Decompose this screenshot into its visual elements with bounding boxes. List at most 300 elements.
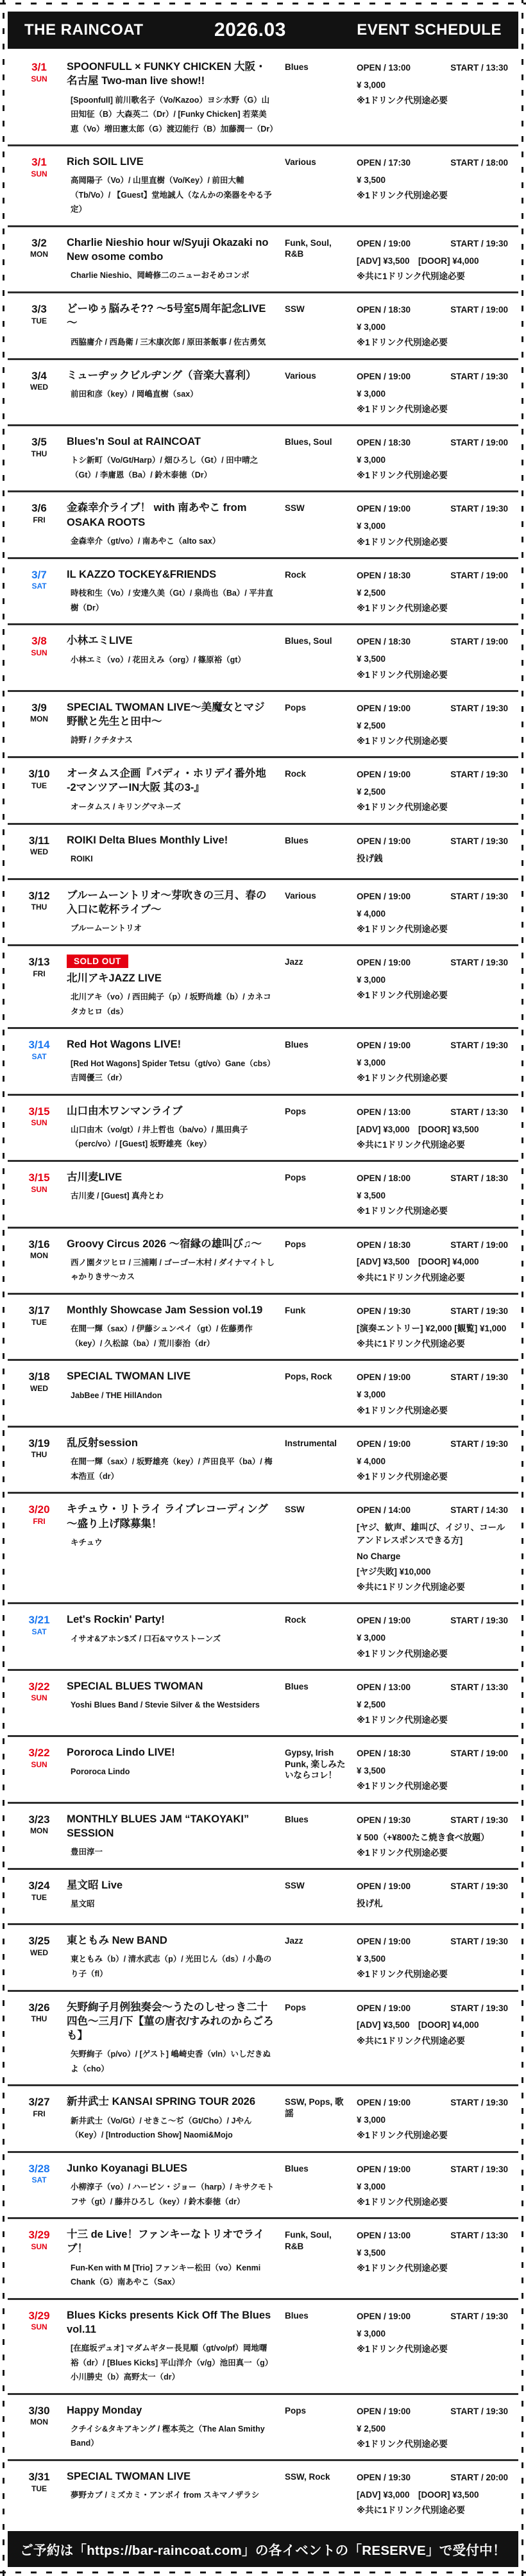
title-cell — [67, 2403, 278, 2451]
event-performers: 在間一輝（sax）/ 坂野雄亮（key）/ 芦田良平（ba）/ 梅本浩亘（dr） — [71, 1457, 273, 1481]
title-cell — [67, 2161, 278, 2209]
title-cell — [67, 2000, 278, 2077]
time-line — [357, 370, 509, 384]
start-time: START / 19:30 — [450, 891, 508, 901]
event-genre: SSW — [285, 1505, 305, 1515]
time-line — [357, 702, 509, 716]
open-time: OPEN / 19:00 — [357, 891, 411, 901]
event-date: 3/16 — [28, 1238, 50, 1250]
event-date: 3/26 — [28, 2001, 50, 2014]
title-cell — [67, 368, 278, 416]
event-day: SAT — [31, 1051, 47, 1061]
event-genre: Blues, Soul — [285, 437, 332, 447]
table-row — [8, 360, 518, 426]
start-time: START / 19:30 — [450, 2003, 508, 2013]
price-lines — [357, 1256, 509, 1284]
time-line — [357, 2002, 509, 2016]
price-line: ¥ 3,500 — [357, 1766, 386, 1776]
table-row — [8, 1671, 518, 1737]
event-title: キチュウ・リトライ ライブレコーディング～盛り上げ隊募集！ — [67, 1503, 268, 1530]
open-time: OPEN / 19:00 — [357, 1937, 411, 1947]
event-date: 3/27 — [28, 2096, 50, 2109]
price-line: ※1ドリンク代別途必要 — [357, 736, 448, 746]
event-date: 3/17 — [28, 1304, 50, 1317]
event-title: Happy Monday — [67, 2404, 142, 2416]
open-time: OPEN / 19:00 — [357, 2098, 411, 2108]
event-date: 3/1 — [31, 61, 47, 73]
event-day: TUE — [31, 781, 47, 790]
title-cell — [67, 888, 278, 936]
price-cell — [357, 1878, 509, 1912]
title-cell — [67, 60, 278, 136]
event-date: 3/25 — [28, 1935, 50, 1948]
price-line: ¥ 2,500 — [357, 587, 386, 598]
date-cell — [18, 1237, 60, 1284]
event-performers: ROIKI — [71, 854, 93, 863]
event-performers: 西ノ園タツヒロ / 三浦剛 / ゴーゴー木村 / ダイナマイトしゃかりきサ～カス — [71, 1258, 275, 1282]
event-performers: Fun-Ken with M [Trio] ファンキー松田（vo）Kenmi Chank（G）南あやこ（Sax） — [71, 2263, 261, 2287]
event-genre: Blues, Soul — [285, 636, 332, 646]
start-time: START / 19:30 — [450, 504, 508, 514]
event-day: FRI — [33, 515, 46, 525]
event-genre: Various — [285, 370, 316, 381]
event-performers: 詩野 / クチタナス — [71, 736, 133, 745]
title-cell — [67, 302, 278, 349]
date-cell — [18, 435, 60, 482]
event-day: FRI — [33, 2109, 46, 2118]
price-lines — [357, 974, 509, 1003]
price-line: ※共に1ドリンク代別途必要 — [357, 1272, 465, 1283]
title-cell — [67, 2095, 278, 2142]
price-cell — [357, 368, 509, 416]
event-day: SUN — [31, 2242, 47, 2251]
open-time: OPEN / 19:00 — [357, 1372, 411, 1383]
date-cell — [18, 2000, 60, 2077]
table-row — [8, 1029, 518, 1095]
event-date: 3/2 — [31, 236, 47, 249]
price-line: 投げ銭 — [357, 853, 383, 863]
time-line — [357, 1039, 509, 1053]
date-cell — [18, 1170, 60, 1218]
date-cell — [18, 2403, 60, 2451]
event-title: 乱反射session — [67, 1437, 138, 1449]
event-day: SUN — [31, 1118, 47, 1128]
event-genre: Pops — [285, 1173, 307, 1183]
time-line — [357, 1747, 509, 1761]
price-line: ※1ドリンク代別途必要 — [357, 1405, 448, 1415]
start-time: START / 19:30 — [450, 1616, 508, 1626]
event-date: 3/4 — [31, 369, 47, 382]
title-cell — [67, 1812, 278, 1860]
event-title: Charlie Nieshio hour w/Syuji Okazaki no New osome combo — [67, 236, 269, 263]
event-genre: Jazz — [285, 957, 303, 967]
event-day: MON — [30, 714, 48, 724]
event-performers: 金森幸介（gt/vo）/ 南あやこ（alto sax） — [71, 537, 221, 546]
event-performers: 東ともみ（b）/ 清水武志（p）/ 光田じん（ds）/ 小島のり子（fl） — [71, 1955, 272, 1978]
time-line — [357, 635, 509, 649]
price-lines — [357, 1632, 509, 1661]
event-date: 3/23 — [28, 1813, 50, 1826]
price-lines — [357, 321, 509, 350]
price-lines — [357, 1897, 509, 1910]
price-line: ※1ドリンク代別途必要 — [357, 191, 448, 201]
open-time: OPEN / 18:30 — [357, 637, 411, 647]
date-cell — [18, 2161, 60, 2209]
title-cell — [67, 955, 278, 1019]
start-time: START / 13:30 — [450, 1682, 508, 1692]
date-cell — [18, 1104, 60, 1152]
event-title: SPECIAL TWOMAN LIVE～美魔女とマジ野獣と先生と田中～ — [67, 701, 265, 728]
start-time: START / 19:30 — [450, 2164, 508, 2174]
event-performers: 星文昭 — [71, 1899, 95, 1909]
price-line: ¥ 4,000 — [357, 1456, 386, 1466]
price-cell — [357, 766, 509, 814]
start-time: START / 19:30 — [450, 1306, 508, 1316]
event-title: 古川麦LIVE — [67, 1171, 123, 1184]
price-cell — [357, 2403, 509, 2451]
start-time: START / 19:30 — [450, 1041, 508, 1051]
open-time: OPEN / 19:30 — [357, 1815, 411, 1825]
title-cell — [67, 833, 278, 867]
event-day: TUE — [31, 1892, 47, 1902]
event-title: SPECIAL TWOMAN LIVE — [67, 2471, 191, 2483]
title-cell — [67, 1237, 278, 1284]
event-genre: Various — [285, 157, 316, 168]
event-performers: 西脇庸介 / 西島衛 / 三木康次郎 / 原田茶飯事 / 佐古勇気 — [71, 337, 266, 347]
event-performers: クチイシ&タキアキング / 樫本英之（The Alan Smithy Band） — [71, 2424, 265, 2448]
title-cell — [67, 1679, 278, 1727]
event-date: 3/31 — [28, 2471, 50, 2484]
footer-bar — [8, 2531, 518, 2567]
open-time: OPEN / 17:30 — [357, 158, 411, 168]
event-title: 北川アキJAZZ LIVE — [67, 972, 162, 985]
time-line — [357, 2405, 509, 2419]
price-line: ※1ドリンク代別途必要 — [357, 1471, 448, 1482]
event-date: 3/19 — [28, 1437, 50, 1449]
event-performers: 豊田淳一 — [71, 1847, 103, 1857]
event-day: SUN — [31, 1693, 47, 1703]
price-line: ※1ドリンク代別途必要 — [357, 802, 448, 813]
event-date: 3/11 — [28, 834, 50, 847]
price-line: ¥ 2,500 — [357, 2423, 386, 2433]
date-cell — [18, 501, 60, 548]
table-row — [8, 1870, 518, 1925]
start-time: START / 19:30 — [450, 238, 508, 248]
price-cell — [357, 1104, 509, 1152]
event-title: IL KAZZO TOCKEY&FRIENDS — [67, 568, 217, 580]
event-performers: [Red Hot Wagons] Spider Tetsu（gt/vo）Gane（cbs）吉岡優三（dr） — [71, 1059, 271, 1083]
price-line: ※1ドリンク代別途必要 — [357, 1206, 448, 1216]
event-performers: ブルームーントリオ — [71, 924, 142, 933]
event-day: MON — [30, 1826, 48, 1836]
price-lines — [357, 1322, 509, 1351]
event-day: WED — [30, 1948, 48, 1957]
price-line: ¥ 2,500 — [357, 720, 386, 730]
event-genre: Jazz — [285, 1936, 303, 1946]
price-line: ※1ドリンク代別途必要 — [357, 670, 448, 680]
event-date: 3/7 — [31, 568, 47, 581]
event-title: 十三 de Live！ファンキーなトリオでライブ！ — [67, 2229, 264, 2255]
price-line: ※1ドリンク代別途必要 — [357, 537, 448, 547]
title-cell — [67, 1933, 278, 1981]
event-performers: 小林エミ（vo）/ 花田えみ（org）/ 篠原裕（gt） — [71, 655, 246, 664]
date-cell — [18, 2095, 60, 2142]
price-cell — [357, 1369, 509, 1417]
event-genre: Rock — [285, 569, 307, 580]
start-time: START / 19:00 — [450, 570, 508, 580]
price-cell — [357, 236, 509, 283]
open-time: OPEN / 18:30 — [357, 570, 411, 580]
price-line: ※1ドリンク代別途必要 — [357, 471, 448, 481]
table-row — [8, 1737, 518, 1803]
event-title: ブルームーントリオ～芽吹きの三月、春の入口に乾杯ライブ～ — [67, 889, 267, 915]
sold-out-badge: SOLD OUT — [67, 955, 128, 968]
event-date: 3/22 — [28, 1680, 50, 1693]
date-cell — [18, 1679, 60, 1727]
event-performers: 前田和彦（key）/ 岡嶋直樹（sax） — [71, 389, 198, 399]
event-day: FRI — [33, 969, 46, 978]
price-cell — [357, 567, 509, 615]
open-time: OPEN / 18:30 — [357, 1749, 411, 1759]
price-lines — [357, 1123, 509, 1152]
event-date: 3/8 — [31, 635, 47, 648]
table-row — [8, 492, 518, 558]
table-row — [8, 426, 518, 492]
event-list — [8, 49, 518, 2526]
event-title: 小林エミLIVE — [67, 635, 133, 647]
price-line: ※1ドリンク代別途必要 — [357, 924, 448, 934]
price-lines — [357, 587, 509, 616]
open-time: OPEN / 19:00 — [357, 2406, 411, 2416]
price-lines — [357, 1057, 509, 1085]
event-genre: SSW, Pops, 歌謡 — [285, 2097, 344, 2118]
open-time: OPEN / 18:00 — [357, 1173, 411, 1184]
event-date: 3/29 — [28, 2229, 50, 2242]
time-line — [357, 238, 509, 251]
start-time: START / 13:30 — [450, 2231, 508, 2241]
price-line: [ADV] ¥3,000 [DOOR] ¥3,500 — [357, 2490, 479, 2500]
event-genre: Blues — [285, 1681, 309, 1691]
open-time: OPEN / 13:00 — [357, 63, 411, 73]
price-lines — [357, 1189, 509, 1218]
price-line: ※1ドリンク代別途必要 — [357, 2131, 448, 2141]
price-line: 投げ札 — [357, 1899, 383, 1909]
event-date: 3/14 — [28, 1039, 50, 1051]
table-row — [8, 559, 518, 625]
event-title: 矢野絢子月例独奏会～うたのしせっき二十四色～三月/下【菫の唐衣/すみれのからごろも】 — [67, 2001, 274, 2042]
event-title: Blues'n Soul at RAINCOAT — [67, 436, 201, 448]
price-lines — [357, 1699, 509, 1727]
title-cell — [67, 634, 278, 681]
price-cell — [357, 1679, 509, 1727]
open-time: OPEN / 19:00 — [357, 1881, 411, 1892]
table-row — [8, 758, 518, 824]
time-line — [357, 1880, 509, 1894]
price-lines — [357, 1388, 509, 1417]
price-line: ※1ドリンク代別途必要 — [357, 1648, 448, 1659]
price-lines — [357, 174, 509, 203]
price-cell — [357, 1436, 509, 1483]
table-row — [8, 2300, 518, 2395]
event-genre: Various — [285, 890, 316, 901]
time-line — [357, 62, 509, 75]
price-line: ¥ 2,500 — [357, 787, 386, 797]
start-time: START / 19:30 — [450, 2406, 508, 2416]
event-day: SUN — [31, 169, 47, 178]
price-lines — [357, 2114, 509, 2143]
price-lines — [357, 653, 509, 682]
event-date: 3/18 — [28, 1370, 50, 1383]
event-title: 新井武士 KANSAI SPRING TOUR 2026 — [67, 2096, 256, 2108]
price-cell — [357, 1933, 509, 1981]
start-time: START / 19:00 — [450, 438, 508, 448]
time-line — [357, 1614, 509, 1628]
date-cell — [18, 2227, 60, 2290]
price-cell — [357, 1812, 509, 1860]
price-cell — [357, 2308, 509, 2385]
event-date: 3/29 — [28, 2309, 50, 2322]
price-line: ※1ドリンク代別途必要 — [357, 2197, 448, 2207]
event-genre: Blues — [285, 1040, 309, 1050]
title-cell — [67, 1170, 278, 1218]
price-line: ※1ドリンク代別途必要 — [357, 1715, 448, 1725]
price-line: ※1ドリンク代別途必要 — [357, 1781, 448, 1792]
event-day: SUN — [31, 648, 47, 657]
event-day: MON — [30, 2417, 48, 2427]
title-cell — [67, 1303, 278, 1351]
table-row — [8, 2153, 518, 2219]
event-genre: SSW — [285, 304, 305, 315]
price-line: ¥ 2,500 — [357, 1699, 386, 1709]
event-genre: Pops — [285, 702, 307, 713]
price-lines — [357, 852, 509, 865]
date-cell — [18, 833, 60, 867]
price-line: ※1ドリンク代別途必要 — [357, 603, 448, 614]
price-cell — [357, 888, 509, 936]
event-day: SUN — [31, 1759, 47, 1769]
event-day: THU — [31, 903, 47, 912]
event-title: Junko Koyanagi BLUES — [67, 2162, 187, 2174]
title-cell — [67, 1612, 278, 1660]
event-date: 3/6 — [31, 502, 47, 515]
date-cell — [18, 700, 60, 748]
table-row — [8, 293, 518, 359]
price-cell — [357, 60, 509, 136]
event-day: WED — [30, 847, 48, 857]
price-line: ※1ドリンク代別途必要 — [357, 338, 448, 348]
schedule-month: 2026.03 — [214, 19, 286, 40]
price-cell — [357, 955, 509, 1019]
time-line — [357, 569, 509, 583]
price-line: ※1ドリンク代別途必要 — [357, 1847, 448, 1858]
event-title: SPECIAL BLUES TWOMAN — [67, 1680, 203, 1692]
start-time: START / 19:30 — [450, 836, 508, 846]
table-row — [8, 1804, 518, 1870]
price-lines — [357, 388, 509, 417]
event-day: SUN — [31, 74, 47, 83]
event-date: 3/20 — [28, 1503, 50, 1516]
price-lines — [357, 720, 509, 748]
price-line: ¥ 3,000 — [357, 388, 386, 399]
price-lines — [357, 255, 509, 284]
start-time: START / 18:00 — [450, 158, 508, 168]
event-genre: Pops — [285, 2405, 307, 2416]
open-time: OPEN / 19:00 — [357, 2164, 411, 2174]
event-title: ROIKI Delta Blues Monthly Live! — [67, 834, 228, 846]
start-time: START / 19:30 — [450, 1937, 508, 1947]
title-cell — [67, 501, 278, 548]
price-lines — [357, 1765, 509, 1794]
title-cell — [67, 567, 278, 615]
time-line — [357, 1305, 509, 1318]
price-line: ※1ドリンク代別途必要 — [357, 990, 448, 1001]
event-performers: [Spoonfull] 前川歌名子（Vo/Kazoo）ヨシ水野（G）山田知征（B）大森英二（Dr）/ [Funky Chicken] 若菜美恵（Vo）増田憲太郎（G）渡辺能行（B）加藤潤一（Dr） — [71, 95, 278, 134]
event-genre: Funk, Soul, R&B — [285, 2230, 332, 2251]
start-time: START / 19:30 — [450, 703, 508, 713]
table-row — [8, 1428, 518, 1494]
price-cell — [357, 1745, 509, 1793]
event-date: 3/5 — [31, 436, 47, 449]
event-title: どーゆぅ脳みそ?? ～5号室5周年記念LIVE～ — [67, 303, 266, 329]
title-cell — [67, 2227, 278, 2290]
table-row — [8, 1295, 518, 1361]
price-cell — [357, 155, 509, 217]
open-time: OPEN / 19:00 — [357, 2003, 411, 2013]
price-cell — [357, 700, 509, 748]
event-performers: Charlie Nieshio、岡崎修二のニューおそめコンボ — [71, 271, 250, 281]
price-line: ¥ 3,000 — [357, 2328, 386, 2338]
time-line — [357, 1814, 509, 1828]
event-performers: 高岡陽子（Vo）/ 山里直樹（Vo/Key）/ 前田大輔（Tb/Vo）/ 【Guest】堂地誠人（なんかの楽器をやる予定） — [71, 176, 272, 214]
title-cell — [67, 1037, 278, 1085]
price-cell — [357, 634, 509, 681]
price-line: [ADV] ¥3,000 [DOOR] ¥3,500 — [357, 1124, 479, 1134]
event-day: SAT — [31, 2175, 47, 2185]
event-genre: Blues — [285, 835, 309, 845]
price-cell — [357, 1612, 509, 1660]
date-cell — [18, 60, 60, 136]
open-time: OPEN / 19:00 — [357, 504, 411, 514]
open-time: OPEN / 19:00 — [357, 2311, 411, 2321]
event-performers: 小柳淳子（vo）/ ハービン・ジョー（harp）/ キサクモトフサ（gt）/ 藤井ひろし（key）/ 鈴木泰徳（dr） — [71, 2183, 275, 2206]
event-date: 3/12 — [28, 889, 50, 902]
event-title: 東ともみ New BAND — [67, 1935, 167, 1947]
price-line: ¥ 4,000 — [357, 908, 386, 919]
event-title: SPECIAL TWOMAN LIVE — [67, 1370, 191, 1383]
event-title: Let's Rockin' Party! — [67, 1614, 165, 1626]
table-row — [8, 880, 518, 946]
event-title: MONTHLY BLUES JAM “TAKOYAKI” SESSION — [67, 1813, 250, 1839]
open-time: OPEN / 18:30 — [357, 1240, 411, 1250]
event-day: THU — [31, 1450, 47, 1460]
time-line — [357, 2310, 509, 2324]
table-row — [8, 692, 518, 758]
price-line: [演奏エントリー] ¥2,000 [観覧] ¥1,000 — [357, 1323, 507, 1333]
event-title: 山口由木ワンマンライブ — [67, 1105, 183, 1117]
start-time: START / 19:30 — [450, 1815, 508, 1825]
price-lines — [357, 2247, 509, 2276]
time-line — [357, 1106, 509, 1119]
event-genre: Pops — [285, 1239, 307, 1249]
event-day: SUN — [31, 2322, 47, 2332]
table-row — [8, 146, 518, 227]
time-line — [357, 1504, 509, 1517]
table-row — [8, 1162, 518, 1228]
start-time: START / 20:00 — [450, 2473, 508, 2483]
event-date: 3/21 — [28, 1614, 50, 1627]
event-date: 3/30 — [28, 2404, 50, 2417]
price-cell — [357, 2095, 509, 2142]
